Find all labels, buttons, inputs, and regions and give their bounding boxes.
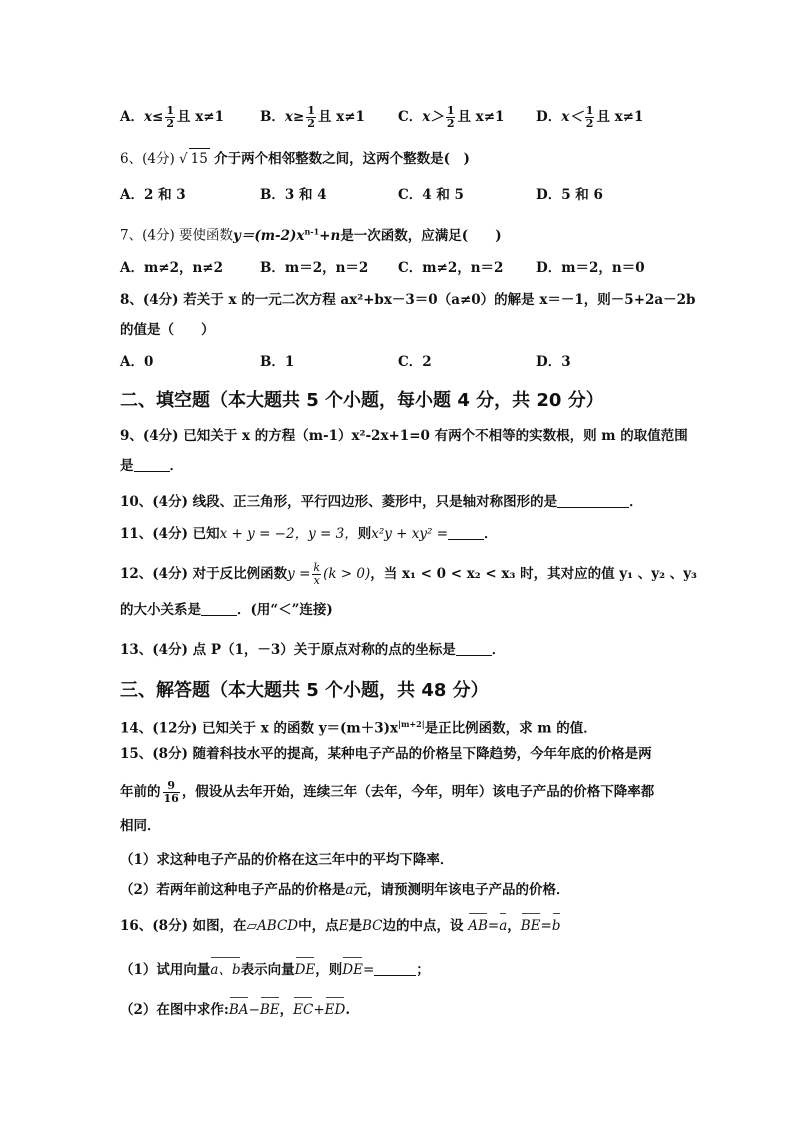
vector-ab: AB: [468, 918, 488, 934]
q16-sub-question-2: [120, 1000, 350, 1020]
q15-sub-question-2: [120, 880, 569, 900]
q15-stem-line2: [120, 780, 654, 805]
point-label: E: [338, 918, 349, 934]
option-expr: x≤: [143, 109, 164, 125]
text: ，: [507, 918, 521, 934]
text: 是: [120, 458, 134, 474]
option-expr: x≥: [284, 109, 305, 125]
q8-option-d[interactable]: D．3: [536, 354, 571, 370]
option-label: B．: [260, 109, 285, 125]
q15-stem-line3: 相同．: [120, 818, 161, 834]
numerator: k: [313, 561, 321, 574]
vector-ba: BA: [228, 1002, 249, 1018]
fraction: [446, 105, 456, 130]
fraction: [312, 562, 321, 587]
text: ，则: [315, 962, 343, 978]
text: ．: [491, 642, 506, 658]
text: 的大小关系是: [120, 602, 201, 618]
q14-stem: [120, 714, 597, 739]
question-text: 介于两个相邻整数之间，这两个整数是( ): [214, 151, 470, 167]
text: 则: [357, 526, 372, 542]
answer-blank[interactable]: [374, 961, 416, 976]
text: .: [345, 1002, 351, 1018]
fraction: [306, 105, 316, 130]
q7-stem: [120, 221, 502, 246]
text: 年前的: [120, 784, 161, 800]
text: ．: [169, 458, 183, 474]
target-expr: x²y + xy² =: [371, 526, 449, 542]
function-tail: +n: [319, 227, 341, 244]
numerator: 1: [446, 104, 455, 117]
vector-a: a: [499, 918, 508, 934]
plus: +: [313, 1002, 325, 1018]
q15-stem-line1: 15、(8分) 随着科技水平的提高，某种电子产品的价格呈下降趋势，今年年底的价格是两: [120, 746, 652, 762]
q9-stem-line2: [120, 456, 183, 476]
text: ，假设从去年开始，连续三年（去年，今年，明年）该电子产品的价格下降率都: [181, 784, 655, 800]
q8-option-b[interactable]: B．1: [260, 354, 295, 370]
exponent: |m+2|: [398, 719, 425, 729]
q16-stem: [120, 916, 561, 936]
text: 是正比例函数，求 m 的值．: [424, 720, 597, 737]
q7-option-a[interactable]: A．m≠2，n≠2: [120, 260, 223, 276]
text: （1）试用向量: [120, 962, 211, 978]
text: 是: [348, 918, 362, 934]
q6-stem: [120, 148, 470, 169]
vector-be: BE: [520, 918, 541, 934]
function-domain: (k > 0): [323, 566, 371, 582]
q6-option-d[interactable]: D．5 和 6: [536, 187, 603, 203]
option-label: D．: [536, 109, 562, 125]
question-text: 14、(12分) 已知关于 x 的函数 y＝(m＋3)x: [120, 720, 399, 737]
option-label: C．: [398, 109, 423, 125]
answer-blank[interactable]: [201, 601, 237, 616]
equals: =: [487, 918, 500, 934]
segment-label: BC: [361, 918, 383, 934]
section-2-heading: 二、填空题（本大题共 5 个小题，每小题 4 分，共 20 分）: [120, 390, 604, 411]
denominator: x: [313, 574, 320, 587]
text: （2）在图中求作:: [120, 1002, 229, 1018]
q16-sub-question-1: [120, 960, 430, 980]
text: ；: [416, 962, 430, 978]
q7-option-b[interactable]: B．m＝2，n＝2: [260, 260, 369, 276]
q11-stem: [120, 524, 498, 544]
q12-stem-line2: [120, 600, 333, 620]
question-text: 10、(4分) 线段、正三角形，平行四边形、菱形中，只是轴对称图形的是: [120, 494, 558, 510]
q10-stem: [120, 492, 643, 512]
text: ．: [484, 526, 498, 542]
q15-sub-question-1: （1）求这种电子产品的价格在这三年中的平均下降率．: [120, 852, 454, 868]
q9-stem-line1: 9、(4分) 已知关于 x 的方程（m-1）x²-2x+1=0 有两个不相等的实数根，则 m 的取值范围: [120, 428, 688, 444]
q8-stem-line1: 8、(4分) 若关于 x 的一元二次方程 ax²+bx－3＝0（a≠0）的解是 x＝－1，则－5+2a－2b: [120, 292, 696, 308]
text: 表示向量: [240, 962, 295, 978]
option-label: A．: [120, 109, 144, 125]
denominator: 2: [585, 117, 594, 130]
question-text: ，当 x₁ < 0 < x₂ < x₃ 时，其对应的值 y₁ 、y₂ 、y₃: [370, 566, 697, 582]
q8-option-c[interactable]: C．2: [398, 354, 432, 370]
numerator: 9: [163, 780, 180, 793]
q8-option-a[interactable]: A．0: [120, 354, 154, 370]
question-number: 6、(4分): [120, 151, 175, 167]
denominator: 16: [163, 792, 179, 805]
q5-option-c[interactable]: [398, 105, 504, 130]
text: （2）若两年前这种电子产品的价格是: [120, 882, 346, 898]
q6-option-a[interactable]: A．2 和 3: [120, 187, 186, 203]
vector-ed: ED: [324, 1002, 346, 1018]
radicand: 15: [189, 148, 210, 169]
exponent: n-1: [304, 226, 320, 236]
question-number: 7、(4分) 要使函数: [120, 227, 234, 244]
fraction: [165, 105, 175, 130]
option-expr: x＞: [422, 109, 444, 125]
answer-blank[interactable]: [557, 493, 629, 508]
equals: =: [540, 918, 552, 934]
denominator: 2: [166, 117, 175, 130]
q7-option-c[interactable]: C．m≠2，n＝2: [398, 260, 504, 276]
q5-option-b[interactable]: [260, 105, 365, 130]
vector-ec: EC: [293, 1002, 314, 1018]
numerator: 1: [585, 104, 594, 117]
answer-blank[interactable]: [134, 457, 170, 472]
text: ，: [279, 1002, 294, 1018]
q13-stem: [120, 640, 505, 660]
vectors-a-b: a、b: [210, 962, 241, 978]
variable: a: [345, 882, 354, 898]
condition-expr: x + y = −2，y = 3，: [219, 526, 358, 542]
vector-de: DE: [294, 962, 316, 978]
vector-be: BE: [259, 1002, 280, 1018]
equals: =: [362, 962, 375, 978]
q6-option-c[interactable]: C．4 和 5: [398, 187, 464, 203]
denominator: 2: [307, 117, 315, 130]
question-number: 12、(4分) 对于反比例函数: [120, 566, 288, 582]
answer-blank[interactable]: [448, 525, 484, 540]
q7-option-d[interactable]: D．m＝2，n＝0: [536, 260, 645, 276]
text: ．: [629, 494, 643, 510]
text: 边的中点，设: [382, 918, 464, 934]
option-tail: 且 x≠1: [317, 109, 365, 125]
option-tail: 且 x≠1: [177, 109, 224, 125]
function-expr: y =: [287, 566, 311, 582]
numerator: 1: [166, 104, 175, 117]
vector-b: b: [551, 918, 561, 934]
text: 中，点: [298, 918, 339, 934]
question-text: 是一次函数，应满足( ): [340, 227, 502, 244]
q12-stem-line1: [120, 562, 697, 587]
q5-option-d[interactable]: [536, 105, 643, 130]
text: 元，请预测明年该电子产品的价格．: [353, 882, 570, 898]
option-expr: x＜: [561, 109, 583, 125]
sqrt-icon: √: [179, 151, 188, 167]
section-3-heading: 三、解答题（本大题共 5 个小题，共 48 分）: [120, 680, 489, 701]
parallelogram-symbol: ▱ABCD: [246, 918, 299, 934]
function-expr: y＝(m-2)x: [233, 227, 305, 244]
vector-de: DE: [342, 962, 363, 978]
numerator: 1: [307, 104, 315, 117]
q6-option-b[interactable]: B．3 和 4: [260, 187, 327, 203]
fraction: [163, 780, 180, 805]
q8-stem-line2: 的值是（ ）: [120, 322, 215, 338]
denominator: 2: [446, 117, 455, 130]
fraction: [585, 105, 595, 130]
question-number: 11、(4分) 已知: [120, 526, 220, 542]
option-tail: 且 x≠1: [457, 109, 505, 125]
minus: −: [248, 1002, 260, 1018]
question-text: 13、(4分) 点 P（1，－3）关于原点对称的点的坐标是: [120, 642, 456, 658]
text: ．(用“＜”连接): [237, 602, 333, 618]
q5-option-a[interactable]: [120, 105, 224, 130]
question-number: 16、(8分) 如图，在: [120, 918, 247, 934]
answer-blank[interactable]: [456, 641, 492, 656]
option-tail: 且 x≠1: [596, 109, 644, 125]
